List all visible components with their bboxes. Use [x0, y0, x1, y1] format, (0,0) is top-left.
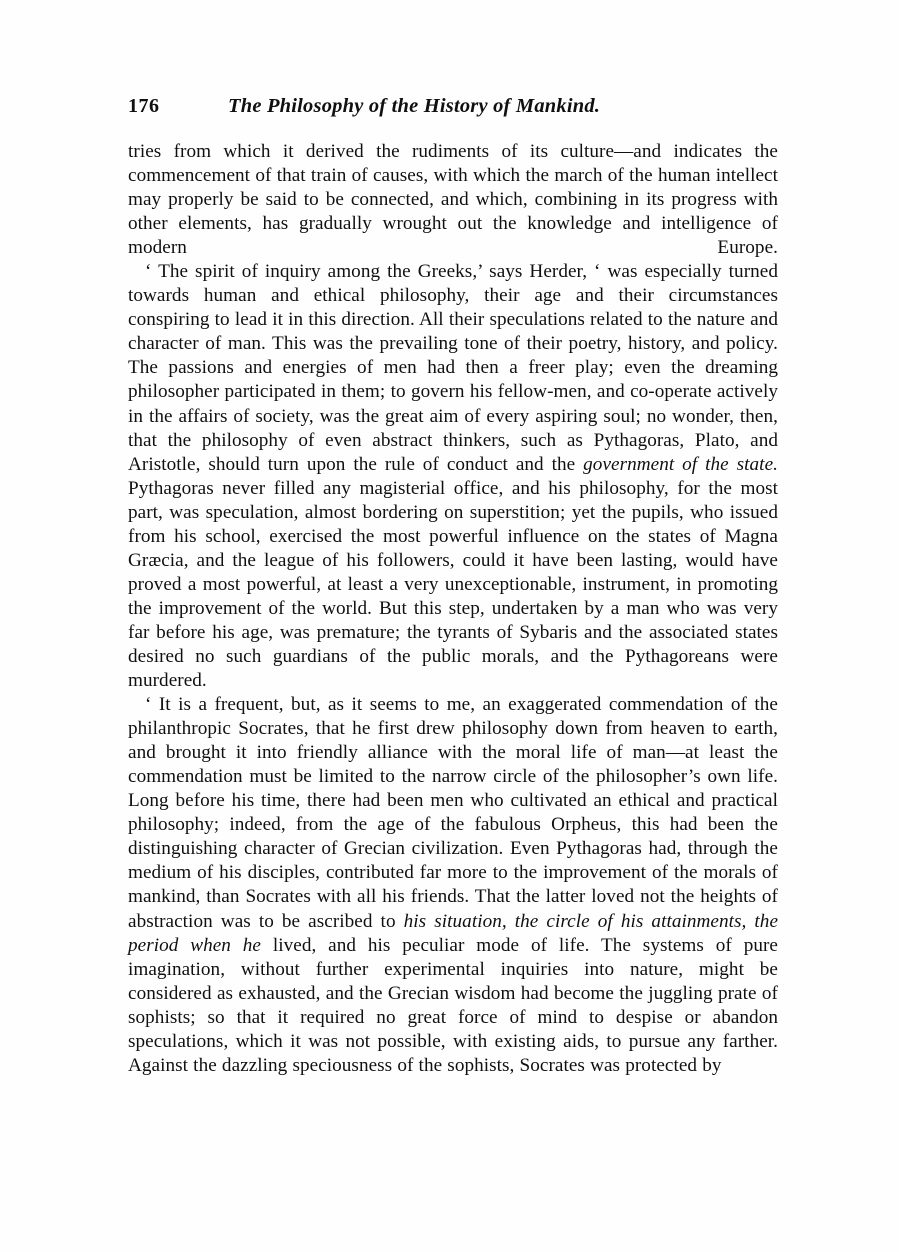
running-head-title: The Philosophy of the History of Mankind.	[228, 95, 601, 117]
paragraph-2-text-part-1: ‘ The spirit of inquiry among the Greeks,’ says Herder, ‘ was especially turned towards human and ethical philosophy, their age and their circumstances conspiring to lead it in this direction. All their speculations related to the nature and character of man. This was the prevailing tone of their poetry, history, and policy. The passions and energies of men had then a freer play; even the dreaming philosopher participated in them; to govern his fellow-men, and co-operate actively in the affairs of society, was the great aim of every aspiring soul; no wonder, then, that the philosophy of even abstract thinkers, such as Pythagoras, Plato, and Aristotle, should turn upon the rule of conduct and the	[128, 261, 778, 475]
paragraph-3-italic-phrase: his situation, the circle of his attainments, the period when he	[128, 910, 779, 956]
page-content	[128, 96, 778, 1078]
paragraph-2	[128, 260, 778, 693]
paragraph-3-text-part-2: lived, and his peculiar mode of life. The systems of pure imagination, without further experimental inquiries into nature, might be considered as exhausted, and the Grecian wisdom had become the juggling prate of sophists; so that it required no great force of mind to despise or abandon speculations, which it was not possible, with existing aids, to pursue any farther. Against the dazzling speciousness of the sophists, Socrates was protected by	[128, 934, 778, 1076]
paragraph-3-text-part-1: ‘ It is a frequent, but, as it seems to me, an exaggerated commendation of the philanthropic Socrates, that he first drew philosophy down from heaven to earth, and brought it into friendly alliance with the moral life of man—at least the commendation must be limited to the narrow circle of the philosopher’s own life. Long before his time, there had been men who cultivated an ethical and practical philosophy; indeed, from the age of the fabulous Orpheus, this had been the distinguishing character of Grecian civilization. Even Pythagoras had, through the medium of his disciples, contributed far more to the improvement of the morals of mankind, than Socrates with all his friends. That the latter loved not the heights of abstraction was to be ascribed to	[128, 694, 778, 932]
running-head	[128, 96, 778, 130]
paragraph-2-text-part-2: Pythagoras never filled any magisterial office, and his philosophy, for the most part, was speculation, almost bordering on superstition; yet the pupils, who issued from his school, exercised the most powerful influence on the states of Magna Græcia, and the league of his followers, could it have been lasting, would have proved a most powerful, at least a very unexceptionable, instrument, in promoting the improvement of the world. But this step, undertaken by a man who was very far before his age, was premature; the tyrants of Sybaris and the associated states desired no such guardians of the public morals, and the Pythagoreans were murdered.	[128, 477, 778, 692]
paragraph-2-italic-phrase: government of the state.	[583, 453, 778, 475]
paragraph-1	[128, 140, 778, 260]
paragraph-1-text: tries from which it derived the rudiments of its culture—and indicates the commencement of that train of causes, with which the march of the human intellect may properly be said to be connected, and which, combining in its progress with other elements, has gradually wrought out the knowledge and intelligence of modern Europe.	[128, 141, 778, 259]
page-number: 176	[128, 95, 160, 117]
paragraph-3	[128, 693, 778, 1078]
body-text	[128, 140, 778, 1078]
